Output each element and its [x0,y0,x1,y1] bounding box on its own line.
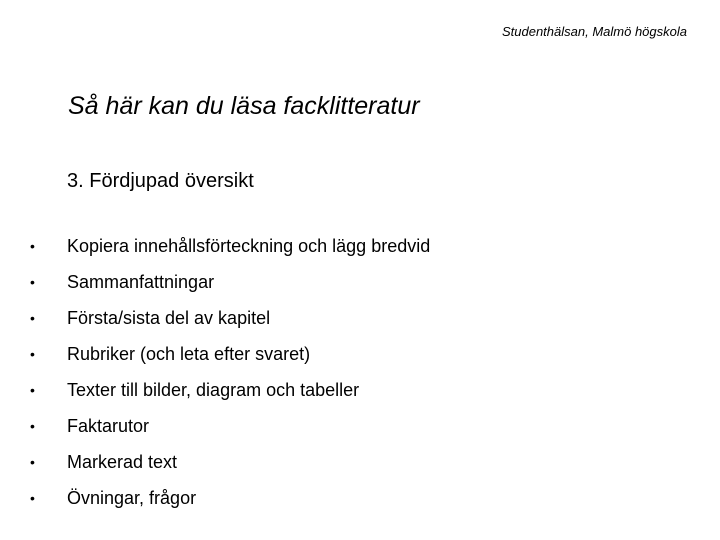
list-item-text: Rubriker (och leta efter svaret) [67,343,311,364]
list-item [30,264,690,300]
bullet-icon: • [30,490,35,506]
list-item-text: Sammanfattningar [67,271,215,292]
list-item-text: Kopiera innehållsförteckning och lägg bredvid [67,235,431,256]
header-note: Studenthälsan, Malmö högskola [501,24,687,39]
list-item [30,444,690,480]
bullet-icon: • [30,274,35,290]
list-item [30,408,690,444]
list-item-text: Övningar, frågor [67,487,197,508]
bullet-icon: • [30,418,35,434]
list-item-text: Faktarutor [67,415,150,436]
list-item-text: Första/sista del av kapitel [67,307,271,328]
list-item [30,300,690,336]
bullet-icon: • [30,454,35,470]
list-item-text: Markerad text [67,451,178,472]
bullet-icon: • [30,382,35,398]
bullet-icon: • [30,238,35,254]
list-item [30,336,690,372]
section-heading: 3. Fördjupad översikt [67,170,254,192]
list-item [30,228,690,264]
list-item-text: Texter till bilder, diagram och tabeller [67,379,360,400]
list-item [30,480,690,516]
bullet-list [30,228,690,516]
bullet-icon: • [30,346,35,362]
list-item [30,372,690,408]
slide-title: Så här kan du läsa facklitteratur [68,92,420,120]
bullet-icon: • [30,310,35,326]
